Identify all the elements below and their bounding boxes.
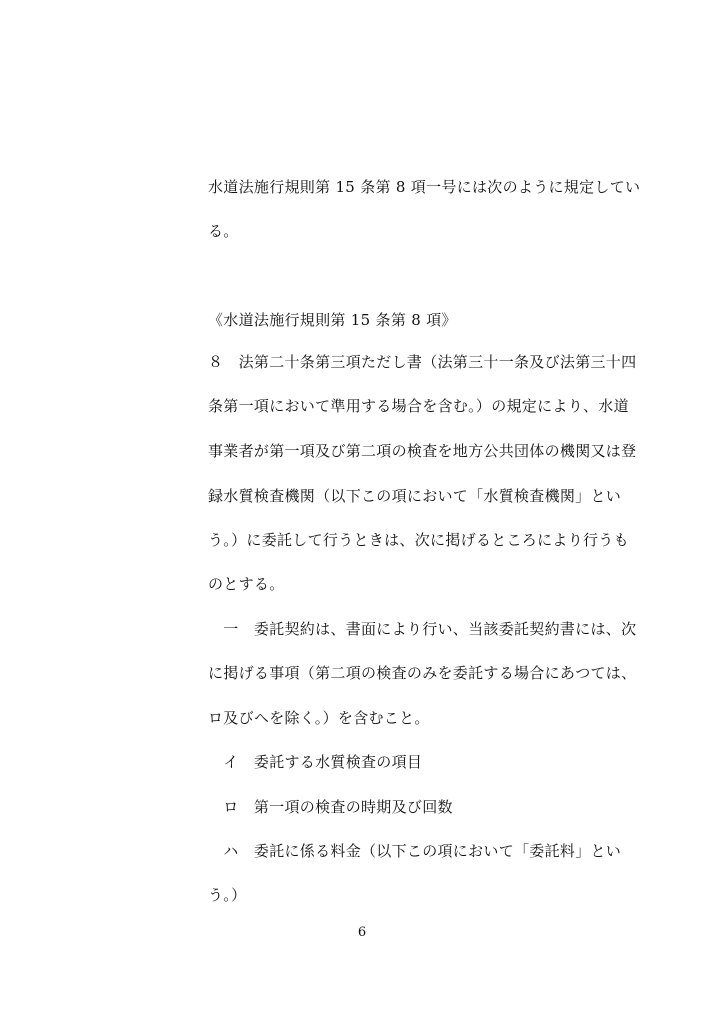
article-line-5: う。）に委託して行うときは、次に掲げるところにより行うも bbox=[208, 531, 629, 549]
intro-line-2: る。 bbox=[208, 222, 239, 240]
item-one-line-1: 一 委託契約は、書面により行い、当該委託契約書には、次 bbox=[208, 620, 637, 638]
page-number: 6 bbox=[357, 925, 367, 940]
section-heading: 《水道法施行規則第 15 条第 8 項》 bbox=[208, 311, 457, 329]
item-one-line-2: に掲げる事項（第二項の検査のみを委託する場合にあつては、 bbox=[208, 664, 637, 682]
subitem-ro: ロ 第一項の検査の時期及び回数 bbox=[208, 798, 453, 816]
subitem-i: イ 委託する水質検査の項目 bbox=[208, 753, 423, 771]
article-line-2: 条第一項において準用する場合を含む。）の規定により、水道 bbox=[208, 397, 629, 415]
subitem-ha-line-2: う。） bbox=[208, 886, 247, 904]
article-line-1: ８ 法第二十条第三項ただし書（法第三十一条及び法第三十四 bbox=[208, 353, 637, 371]
intro-line-1: 水道法施行規則第 15 条第 8 項一号には次のように規定してい bbox=[208, 178, 641, 196]
article-line-3: 事業者が第一項及び第二項の検査を地方公共団体の機関又は登 bbox=[208, 442, 637, 460]
subitem-ha-line-1: ハ 委託に係る料金（以下この項において「委託料」とい bbox=[208, 842, 622, 860]
article-line-6: のとする。 bbox=[208, 575, 285, 593]
article-line-4: 録水質検査機関（以下この項において「水質検査機関」とい bbox=[208, 487, 622, 505]
item-one-line-3: ロ及びヘを除く。）を含むこと。 bbox=[208, 709, 430, 727]
